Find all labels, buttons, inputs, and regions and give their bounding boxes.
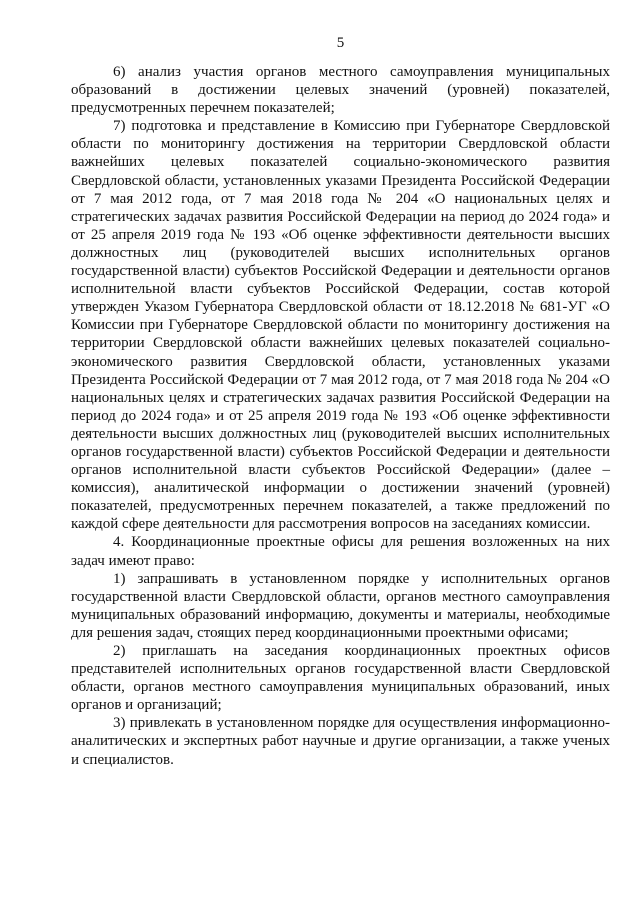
page-number: 5 <box>336 35 345 51</box>
paragraph-right-2: 2) приглашать на заседания координационных проектных офисов представителей исполнительных органов государственной власти Свердловской области, органов местного самоуправления муниципальных образований, иных органов и организаций; <box>71 643 610 714</box>
paragraph-item-6: 6) анализ участия органов местного самоуправления муниципальных образований в достижении целевых значений (уровней) показателей, предусмотренных перечнем показателей; <box>71 64 610 117</box>
paragraph-item-7: 7) подготовка и представление в Комиссию при Губернаторе Свердловской области по мониторингу достижения на территории Свердловской области важнейших целевых показателей социально-экономического развития Свердловской области, установленных указами Президента Российской Федерации от 7 мая 2012 года, от 7 мая 2018 года № 204 «О национальных целях и стратегических задачах развития Российской Федерации на период до 2024 года» и от 25 апреля 2019 года № 193 «Об оценке эффективности деятельности высших должностных лиц (руководителей высших исполнительных органов государственной власти) субъектов Российской Федерации и деятельности органов исполнительной власти субъектов Российской Федерации, состав которой утвержден Указом Губернатора Свердловской области от 18.12.2018 № 681-УГ «О Комиссии при Губернаторе Свердловской области по мониторингу достижения на территории Свердловской области важнейших целевых показателей социально-экономического развития Свердловской области, установленных указами Президента Российской Федерации от 7 мая 2012 года, от 7 мая 2018 года № 204 «О национальных целях и стратегических задачах развития Российской Федерации на период до 2024 года» и от 25 апреля 2019 года № 193 «Об оценке эффективности деятельности высших должностных лиц (руководителей высших исполнительных органов государственной власти) субъектов Российской Федерации и деятельности органов исполнительной власти субъектов Российской Федерации» (далее – комиссия), аналитической информации о достижении значений (уровней) показателей, предусмотренных перечнем показателей, а также предложений по каждой сфере деятельности для рассмотрения вопросов на заседаниях комиссии. <box>71 118 610 533</box>
paragraph-right-3: 3) привлекать в установленном порядке для осуществления информационно-аналитических и экспертных работ научные и другие организации, а также ученых и специалистов. <box>71 715 610 768</box>
paragraph-section-4: 4. Координационные проектные офисы для решения возложенных на них задач имеют право: <box>71 534 610 569</box>
paragraph-right-1: 1) запрашивать в установленном порядке у исполнительных органов государственной власти Свердловской области, органов местного самоуправления муниципальных образований информацию, документы и материалы, необходимые для решения задач, стоящих перед координационными проектными офисами; <box>71 570 610 641</box>
